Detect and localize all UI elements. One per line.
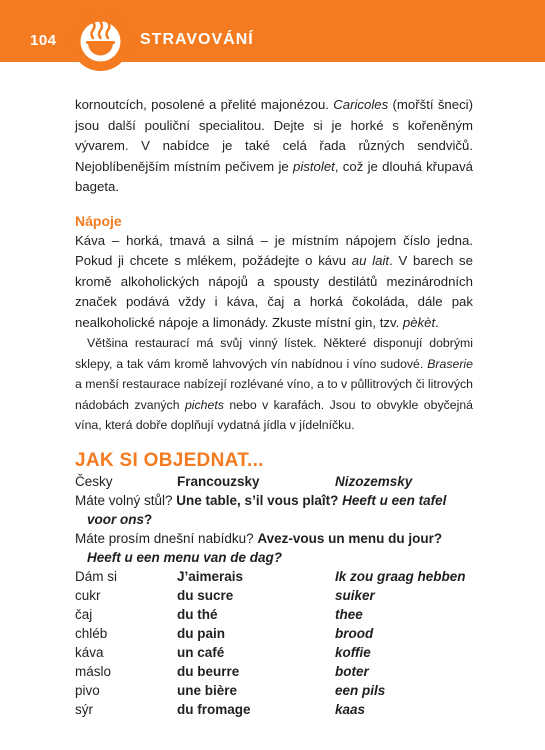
- phrase-czech: čaj: [75, 606, 93, 622]
- table-row: [75, 700, 473, 719]
- phrase-french: une bière: [177, 682, 238, 698]
- ordering-heading: JAK SI OBJEDNAT...: [75, 449, 264, 471]
- phrase-dutch: Ik zou graag hebben: [335, 568, 466, 584]
- column-dutch: Nizozemsky: [335, 473, 413, 489]
- phrase-czech: káva: [75, 644, 104, 660]
- table-row: [75, 605, 473, 624]
- page-number: 104: [30, 32, 57, 49]
- section-title: STRAVOVÁNÍ: [140, 31, 254, 48]
- column-french: Francouzsky: [177, 473, 260, 489]
- page-body: [75, 95, 473, 719]
- drinks-paragraph-1: Káva – horká, tmavá a silná – je místním nápojem číslo jedna. Pokud ji chcete s mlékem, požádejte o kávu au lait. V barech se kromě alkoholických nápojů a spousty destilátů mezinárodních značek podává vždy i káva, čaj a horká čokoláda, dále pak nealkoholické nápoje a limonády. Zkuste místní gin, tzv. pèkèt.: [75, 232, 473, 330]
- phrase-french: du thé: [177, 606, 218, 622]
- phrase-french: du fromage: [177, 701, 251, 717]
- phrase-czech: pivo: [75, 682, 100, 698]
- phrase-question-2: Máte prosím dnešní nabídku? Avez-vous un menu du jour? Heeft u een menu van de dag?: [75, 530, 443, 565]
- table-row: [75, 643, 473, 662]
- phrase-french: un café: [177, 644, 225, 660]
- phrase-french: du sucre: [177, 587, 234, 603]
- phrase-french: du beurre: [177, 663, 240, 679]
- phrase-dutch: boter: [335, 663, 369, 679]
- phrase-czech: chléb: [75, 625, 108, 641]
- column-czech: Česky: [75, 473, 113, 489]
- table-row: [75, 586, 473, 605]
- section-badge: [71, 12, 130, 71]
- phrase-dutch: brood: [335, 625, 374, 641]
- table-row: [75, 681, 473, 700]
- phrase-czech: sýr: [75, 701, 93, 717]
- phrase-french: du pain: [177, 625, 225, 641]
- phrase-dutch: een pils: [335, 682, 386, 698]
- phrase-list: [75, 472, 473, 719]
- table-row: [75, 567, 473, 586]
- phrase-dutch: kaas: [335, 701, 366, 717]
- table-row: [75, 624, 473, 643]
- hot-dish-icon: [71, 12, 130, 71]
- table-row: [75, 662, 473, 681]
- intro-paragraph: kornoutcích, posolené a přelité majonézou. Caricoles (mořští šneci) jsou další pouliční specialitou. Dejte si je horké s kořeněným vývarem. V nabídce je také celá řada různých sendvičů. Nejoblíbenějším místním pečivem je pistolet, což je dlouhá křupavá bageta.: [75, 97, 473, 194]
- phrase-header-row: [75, 472, 473, 491]
- phrase-french: J’aimerais: [177, 568, 244, 584]
- phrase-rows: [75, 567, 473, 719]
- drinks-heading: Nápoje: [75, 212, 122, 229]
- drinks-paragraph-2: Většina restaurací má svůj vinný lístek. Některé disponují dobrými sklepy, a tak vám kromě lahvových vín nabídnou i víno sudové. Braserie a menší restaurace nabízejí rozlévané víno, a to v půllitrových či litrových nádobách zvaných pichets nebo v karafách. Jsou to obvykle obyčejná vína, která dobře doplňují vydatná jídla v jídelníčku.: [75, 336, 473, 432]
- phrase-question-1: Máte volný stůl? Une table, s’il vous plaît? Heeft u een tafel voor ons?: [75, 492, 447, 527]
- phrase-czech: cukr: [75, 587, 101, 603]
- phrase-dutch: thee: [335, 606, 363, 622]
- phrase-czech: máslo: [75, 663, 112, 679]
- phrase-czech: Dám si: [75, 568, 118, 584]
- phrase-dutch: koffie: [335, 644, 371, 660]
- phrase-dutch: suiker: [335, 587, 375, 603]
